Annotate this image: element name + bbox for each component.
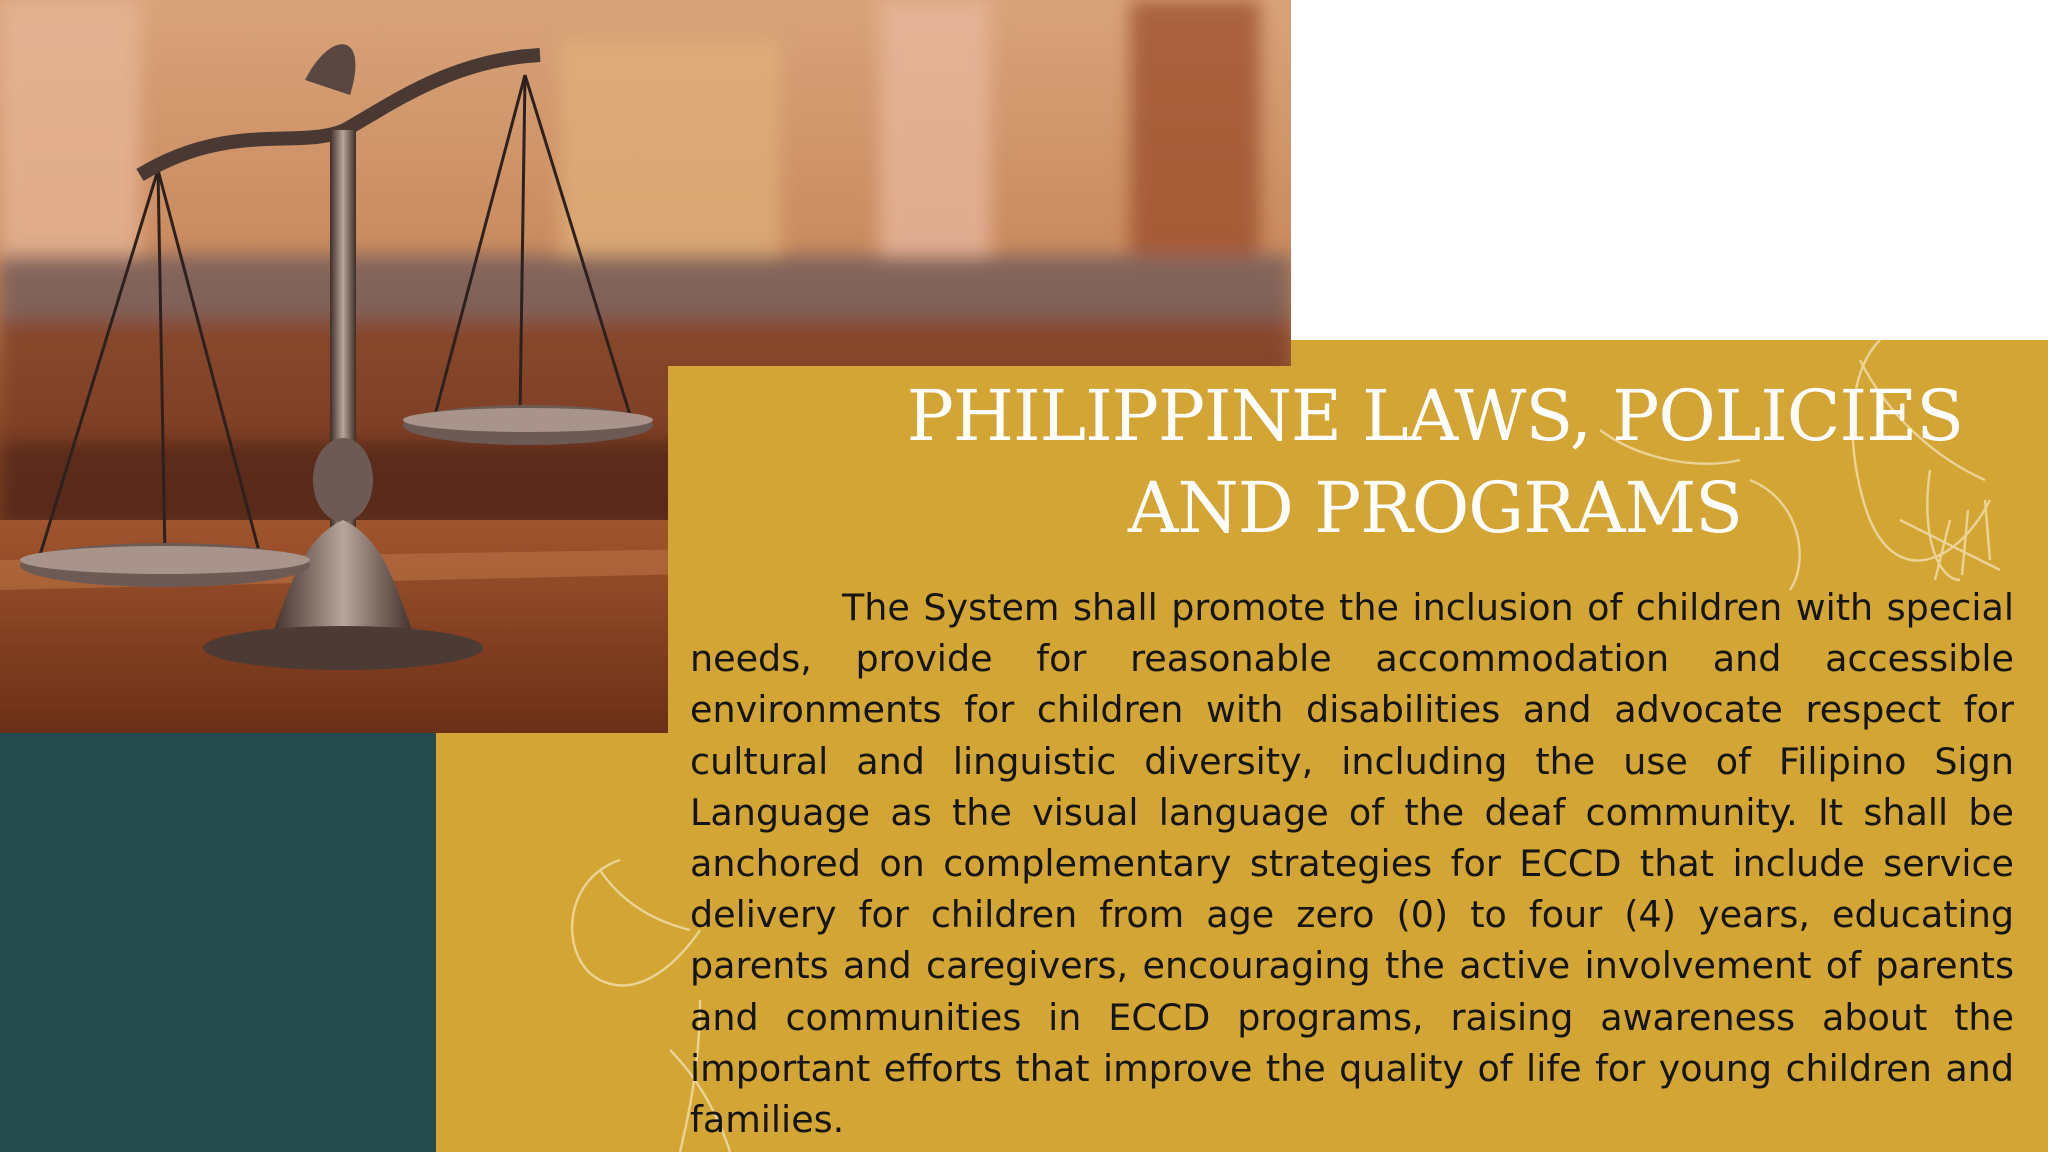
title-line-2: AND PROGRAMS — [1127, 467, 1743, 549]
title-line-1: PHILIPPINE LAWS, POLICIES — [906, 375, 1964, 457]
slide-title — [860, 370, 2010, 554]
body-paragraph: The System shall promote the inclusion of children with special needs, provide for reasonable accommodation and accessible environments for children with disabilities and advocate respect for cultural and linguistic diversity, including the use of Filipino Sign Language as the visual language of the deaf community. It shall be anchored on complementary strategies for ECCD that include service delivery for children from age zero (0) to four (4) years, educating parents and caregivers, encouraging the active involvement of parents and communities in ECCD programs, raising awareness about the important efforts that improve the quality of life for young children and families. — [690, 586, 2014, 1142]
teal-block — [0, 733, 436, 1152]
